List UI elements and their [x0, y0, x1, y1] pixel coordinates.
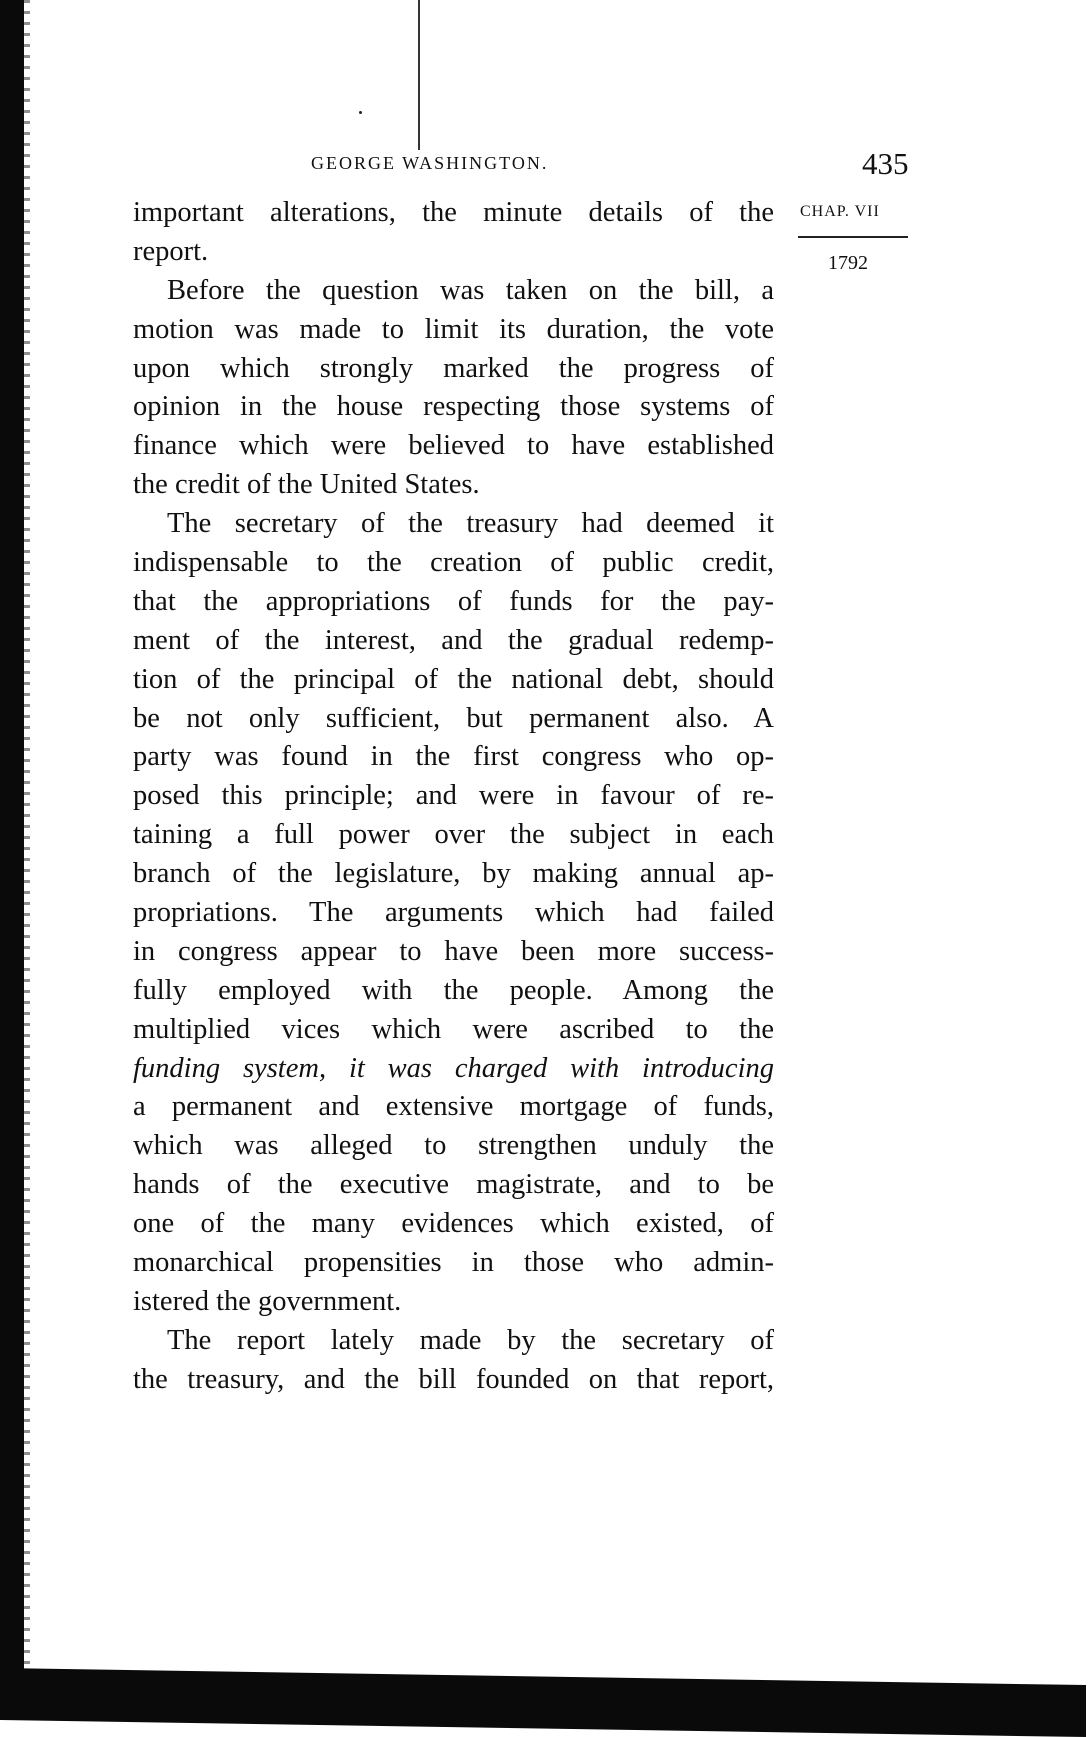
- text-line: The secretary of the treasury had deemed it: [167, 508, 774, 540]
- text-line: posed this principle; and were in favour of re-: [133, 780, 774, 812]
- text-line: Before the question was taken on the bill, a: [167, 274, 774, 306]
- scan-artifact-dot: [359, 111, 362, 114]
- text-line: important alterations, the minute details of the: [133, 197, 774, 228]
- text-line: istered the government.: [133, 1285, 402, 1317]
- text-line: a permanent and extensive mortgage of funds,: [133, 1091, 774, 1123]
- text-line: that the appropriations of funds for the pay-: [133, 585, 774, 617]
- text-line: one of the many evidences which existed, of: [133, 1208, 774, 1240]
- text-line: tion of the principal of the national debt, should: [133, 663, 774, 695]
- text-line: monarchical propensities in those who admin-: [133, 1247, 774, 1279]
- page-number: 435: [862, 146, 909, 181]
- text-line: which was alleged to strengthen unduly the: [133, 1130, 774, 1162]
- text-line: indispensable to the creation of public credit,: [133, 547, 774, 579]
- text-line: the credit of the United States.: [133, 469, 480, 501]
- margin-chapter: CHAP. VII: [800, 203, 880, 220]
- text-line: report.: [133, 235, 209, 267]
- text-line: propriations. The arguments which had failed: [133, 897, 774, 929]
- text-line: be not only sufficient, but permanent also. A: [133, 702, 774, 734]
- text-line: hands of the executive magistrate, and to be: [133, 1169, 774, 1201]
- text-line: the treasury, and the bill founded on that report,: [133, 1363, 774, 1395]
- text-line: party was found in the first congress who op-: [133, 741, 774, 773]
- text-line: The report lately made by the secretary of: [167, 1324, 774, 1356]
- text-line: opinion in the house respecting those systems of: [133, 391, 774, 423]
- scan-bottom-border: [0, 1668, 1086, 1737]
- text-line: funding system, it was charged with introducing: [133, 1052, 774, 1084]
- scan-left-speckle: [24, 0, 30, 1700]
- running-head: GEORGE WASHINGTON.: [311, 153, 549, 173]
- scan-left-border: [0, 0, 24, 1700]
- text-line: ment of the interest, and the gradual redemp-: [133, 624, 774, 656]
- text-line: finance which were believed to have established: [133, 430, 774, 462]
- text-line: branch of the legislature, by making annual ap-: [133, 858, 774, 890]
- text-line: fully employed with the people. Among the: [133, 974, 774, 1006]
- margin-rule: [798, 236, 908, 238]
- scan-artifact-line: [418, 0, 420, 150]
- text-line: in congress appear to have been more success-: [133, 935, 774, 967]
- text-line: upon which strongly marked the progress of: [133, 352, 774, 384]
- body-text: [133, 194, 774, 1400]
- text-line: motion was made to limit its duration, the vote: [133, 313, 774, 345]
- margin-year: 1792: [828, 252, 868, 274]
- text-line: taining a full power over the subject in each: [133, 819, 774, 851]
- text-line: multiplied vices which were ascribed to the: [133, 1013, 774, 1045]
